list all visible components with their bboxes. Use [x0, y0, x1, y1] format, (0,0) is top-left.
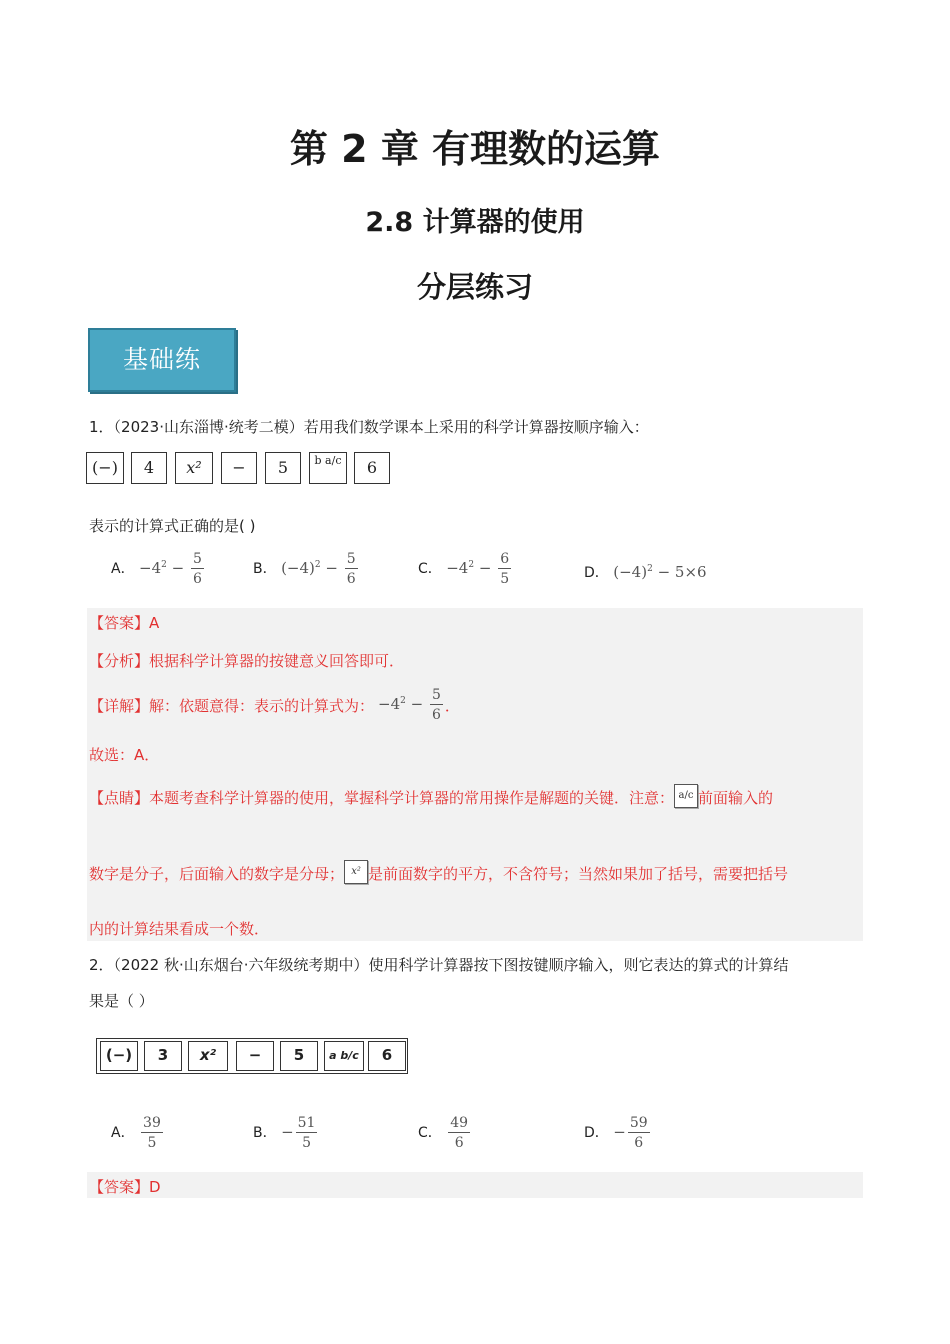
option-label: A． [111, 561, 135, 577]
detail-end: ． [444, 696, 460, 715]
detail-math: $-4^2$ − $\frac{5}{6}$ [378, 687, 441, 723]
key-5: 5 [280, 1041, 318, 1071]
q2-answer-panel [87, 1172, 863, 1198]
q2-stem-line1: 2．（2022 秋·山东烟台·六年级统考期中）使用科学计算器按下图按键顺序输入，则它表达的算式的计算结 [89, 956, 789, 974]
option-math: $\frac{39}{5}$ [143, 1115, 161, 1151]
key-negative: (−) [86, 452, 124, 484]
note-text: 是前面数字的平方，不含符号；当然如果加了括号，需要把括号 [368, 865, 789, 883]
note-text: 数字是分子，后面输入的数字是分母； [89, 865, 345, 883]
key-negative: (−) [100, 1041, 138, 1071]
q2-stem-line2: 果是（ ） [89, 992, 154, 1010]
q2-option-c [418, 1116, 472, 1150]
basic-practice-badge: 基础练 [88, 328, 236, 392]
option-label: B． [253, 561, 277, 577]
key-6: 6 [354, 452, 390, 484]
q1-stem: 1．（2023·山东淄博·统考二模）若用我们数学课本上采用的科学计算器按顺序输入： [89, 418, 649, 436]
q1-choice: 故选：A． [89, 746, 160, 764]
key-3: 3 [144, 1041, 182, 1071]
chapter-title: 第 2 章 有理数的运算 [289, 127, 661, 171]
option-math: − $\frac{59}{6}$ [613, 1115, 648, 1151]
option-label: D． [584, 1125, 609, 1141]
key-6: 6 [368, 1041, 406, 1071]
option-math: $(-4)^2$ − $\frac{5}{6}$ [281, 551, 356, 587]
q1-note-line3: 内的计算结果看成一个数． [89, 920, 270, 938]
note-text: 前面输入的 [698, 789, 774, 807]
q1-option-b [253, 552, 360, 586]
detail-text: 【详解】解：依题意得：表示的计算式为： [89, 696, 375, 715]
key-minus: − [236, 1041, 274, 1071]
option-math: $(-4)^2 - 5\times 6$ [613, 563, 707, 581]
option-math: $-4^2$ − $\frac{5}{6}$ [139, 551, 202, 587]
q2-option-a [111, 1116, 165, 1150]
q1-prompt: 表示的计算式正确的是( ) [89, 517, 256, 535]
option-label: C． [418, 1125, 442, 1141]
q1-analysis: 【分析】根据科学计算器的按键意义回答即可． [89, 652, 405, 670]
section-title: 2.8 计算器的使用 [365, 207, 585, 238]
q1-answer: 【答案】A [89, 614, 160, 632]
option-math: $\frac{49}{6}$ [450, 1115, 469, 1151]
key-fraction: a b/c [324, 1041, 364, 1071]
q2-option-b [253, 1116, 319, 1150]
option-math: − $\frac{51}{5}$ [281, 1115, 316, 1151]
q1-option-c [418, 552, 513, 586]
q2-option-d [584, 1116, 652, 1150]
q1-option-d [584, 562, 707, 582]
q1-note-line1 [89, 784, 859, 808]
q2-answer: 【答案】D [89, 1178, 161, 1196]
square-key-icon: x² [344, 860, 368, 884]
q1-note-line2 [89, 860, 865, 884]
key-x-squared: x² [188, 1041, 228, 1071]
key-4: 4 [131, 452, 167, 484]
key-minus: − [221, 452, 257, 484]
key-5: 5 [265, 452, 301, 484]
page-subtitle: 分层练习 [416, 270, 533, 304]
option-math: $-4^2$ − $\frac{6}{5}$ [446, 551, 510, 587]
option-label: B． [253, 1125, 277, 1141]
note-text: 【点睛】本题考查科学计算器的使用，掌握科学计算器的常用操作是解题的关键．注意： [89, 789, 675, 807]
fraction-key-icon: a/c [674, 784, 698, 808]
option-label: D． [584, 565, 609, 581]
key-fraction: b a/c [309, 452, 347, 484]
key-x-squared: x² [175, 452, 213, 484]
q1-detail [89, 688, 460, 722]
q1-option-a [111, 552, 206, 586]
option-label: C． [418, 561, 442, 577]
option-label: A． [111, 1125, 135, 1141]
